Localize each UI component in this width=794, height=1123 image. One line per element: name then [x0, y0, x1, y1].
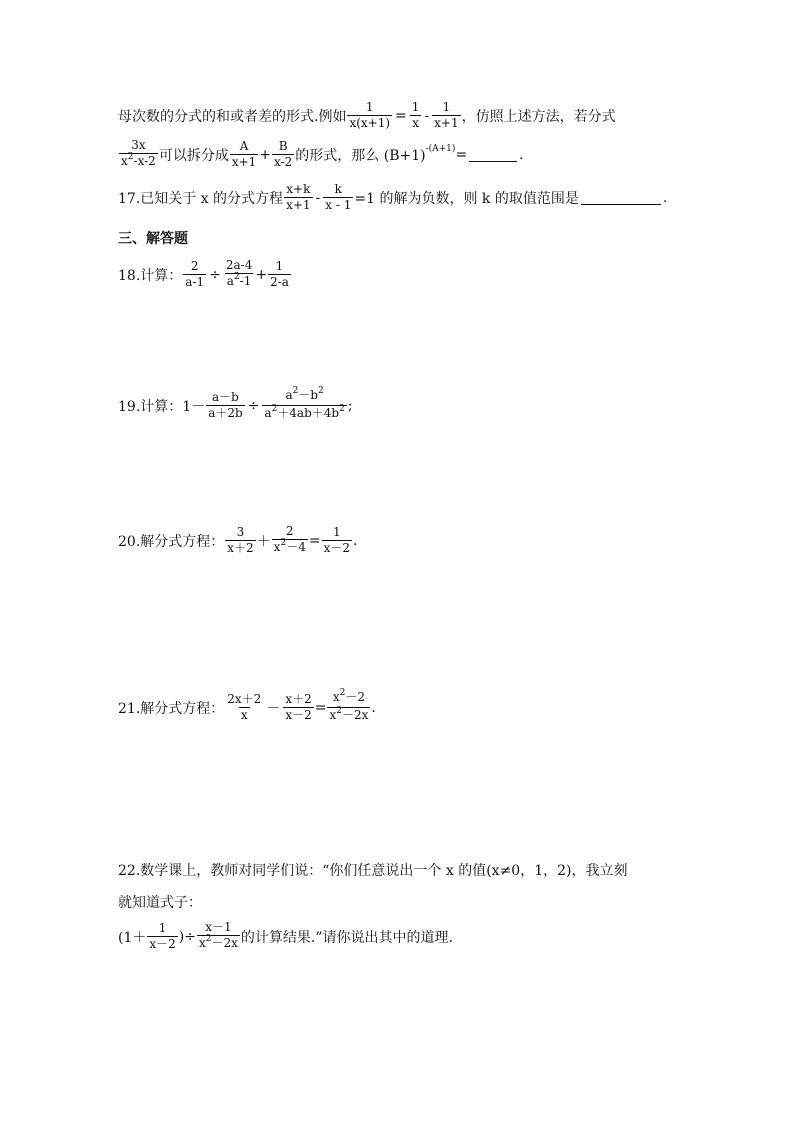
p16-example-lhs-fraction: $\frac{1}{x(x+1)}$ — [349, 100, 391, 130]
p20-line: 20.解分式方程： $\frac{3}{x+2}$ ＋ $\frac{2}{x^2-4}$ = $\frac{1}{x-2}$ . — [118, 524, 358, 555]
p16-line2: $\frac{3x}{x^2-x-2}$ 可以拆分成 $\frac{A}{x+1}$ + $\frac{B}{x-2}$ 的形式，那么 (B+1) -(A+1) = . — [121, 138, 524, 169]
p16-line1: 母次数的分式的和或者差的形式.例如 $\frac{1}{x(x+1)}$ = $\frac{1}{x}$ - $\frac{1}{x+1}$ ，仿照上述方法，若分式 — [118, 100, 616, 130]
p17-line: 17.已知关于 x 的分式方程 $\frac{x+k}{x+1}$ - $\frac{k}{x - 1}$ =1 的解为负数，则 k 的取值范围是 . — [118, 182, 668, 212]
p17-f1: $\frac{x+k}{x+1}$ — [286, 182, 311, 212]
p16-fraction: $\frac{3x}{x^2-x-2}$ — [119, 138, 158, 171]
p21-line: 21.解分式方程： $\frac{2x+2}{x}$ － $\frac{x+2}{x-2}$ = $\frac{x^2-2}{x^2-2x}$ . — [118, 690, 376, 725]
p18-line: 18.计算： $\frac{2}{a-1}$ ÷ $\frac{2a-4}{a^2-1}$ + $\frac{1}{2-a}$ — [118, 258, 289, 289]
p17-f2: $\frac{k}{x - 1}$ — [325, 182, 352, 212]
p22-line1: 22.数学课上，教师对同学们说：“你们任意说出一个 x 的值(x≠0，1，2)，我立刻 — [118, 863, 628, 879]
p16-b-fraction: $\frac{B}{x-2}$ — [274, 139, 293, 169]
p16-a-fraction: $\frac{A}{x+1}$ — [231, 139, 257, 169]
p16-text: 母次数的分式的和或者差的形式.例如 — [118, 108, 347, 125]
p16-example-r1-fraction: $\frac{1}{x}$ — [411, 100, 420, 130]
p16-tail: ，仿照上述方法，若分式 — [461, 108, 616, 125]
p19-line: 19.计算： 1－ $\frac{a-b}{a+2b}$ ÷ $\frac{a^2-b^2}{a^2+4ab+4b^2}$ ; — [118, 388, 353, 423]
p16-example-r2-fraction: $\frac{1}{x+1}$ — [434, 100, 459, 130]
section-heading: 三、解答题 — [118, 231, 188, 247]
p22-line3: (1＋ $\frac{1}{x-2}$ )÷ $\frac{x-1}{x^2-2x}$ 的计算结果.”请你说出其中的道理. — [118, 920, 453, 951]
answer-blank-16[interactable] — [469, 147, 517, 162]
p22-line2: 就知道式子： — [118, 895, 202, 911]
answer-blank-17[interactable] — [581, 190, 661, 205]
